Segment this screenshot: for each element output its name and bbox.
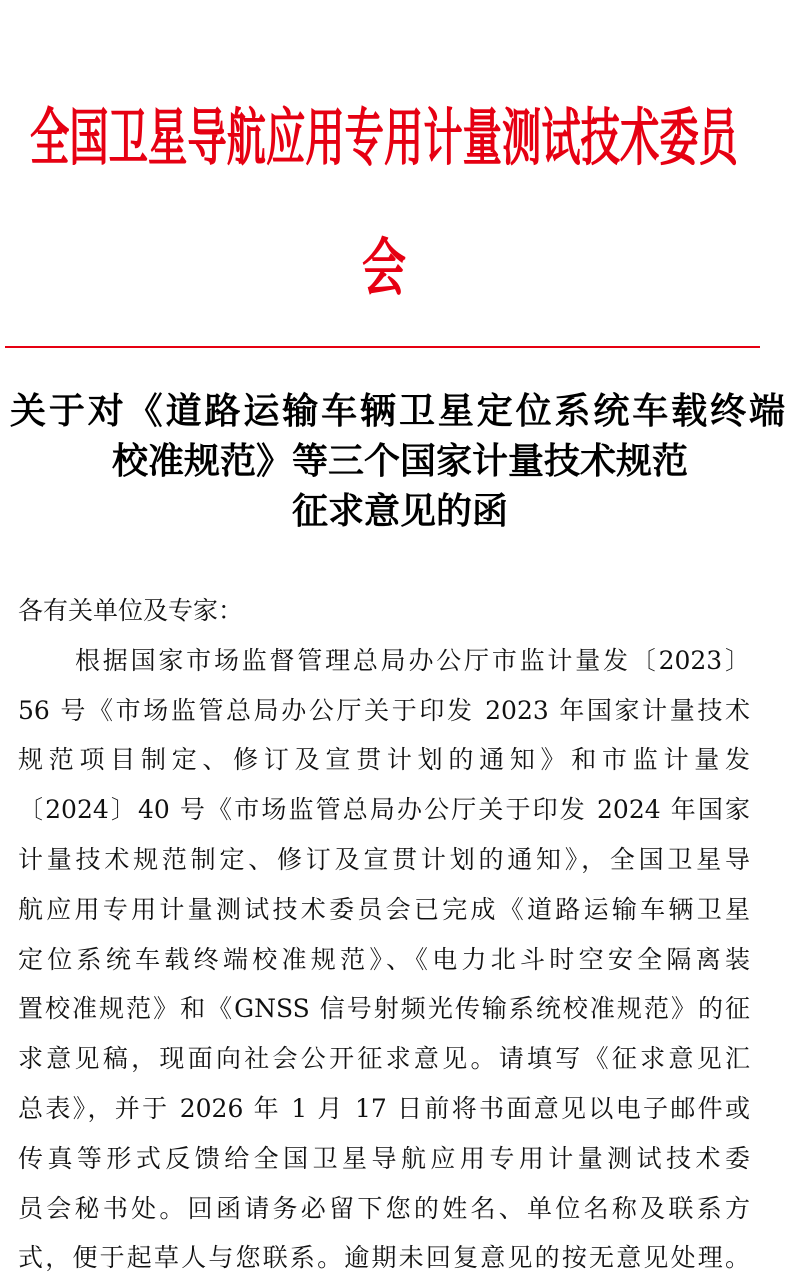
body-line: 传真等形式反馈给全国卫星导航应用专用计量测试技术委 — [18, 1143, 750, 1173]
red-divider — [5, 346, 760, 348]
body-line: 计量技术规范制定、修订及宣贯计划的通知》，全国卫星导 — [18, 844, 750, 874]
organization-name — [0, 95, 800, 175]
body-line: 〔2024〕40 号《市场监管总局办公厅关于印发 2024 年国家 — [18, 795, 750, 825]
organization-name-line1: 全国卫星导航应用专用计量测试技术委员 — [30, 101, 741, 174]
subject-line-3: 征求意见的函 — [291, 491, 508, 532]
salutation: 各有关单位及专家： — [18, 596, 244, 625]
organization-name-continued — [0, 225, 800, 305]
subject-line-1: 关于对《道路运输车辆卫星定位系统车载终端 — [10, 391, 785, 432]
body-line: 规范项目制定、修订及宣贯计划的通知》和市监计量发 — [18, 745, 750, 775]
body-line: 员会秘书处。回函请务必留下您的姓名、单位名称及联系方 — [18, 1193, 750, 1223]
organization-name-line2: 会 — [362, 231, 406, 304]
body-line: 置校准规范》和《GNSS 信号射频光传输系统校准规范》的征 — [18, 994, 750, 1024]
body-line: 航应用专用计量测试技术委员会已完成《道路运输车辆卫星 — [18, 894, 750, 924]
body-line: 求意见稿，现面向社会公开征求意见。请填写《征求意见汇 — [18, 1044, 750, 1074]
subject-line-2: 校准规范》等三个国家计量技术规范 — [111, 441, 688, 482]
body-line: 定位系统车载终端校准规范》、《电力北斗时空安全隔离装 — [18, 944, 750, 974]
body-line: 总表》，并于 2026 年 1 月 17 日前将书面意见以电子邮件或 — [18, 1093, 750, 1123]
body-line: 56 号《市场监管总局办公厅关于印发 2023 年国家计量技术 — [18, 695, 750, 725]
body-line: 根据国家市场监督管理总局办公厅市监计量发〔2023〕 — [75, 645, 750, 675]
letter-body — [18, 586, 750, 1283]
body-line: 式，便于起草人与您联系。逾期未回复意见的按无意见处理。 — [18, 1243, 750, 1273]
